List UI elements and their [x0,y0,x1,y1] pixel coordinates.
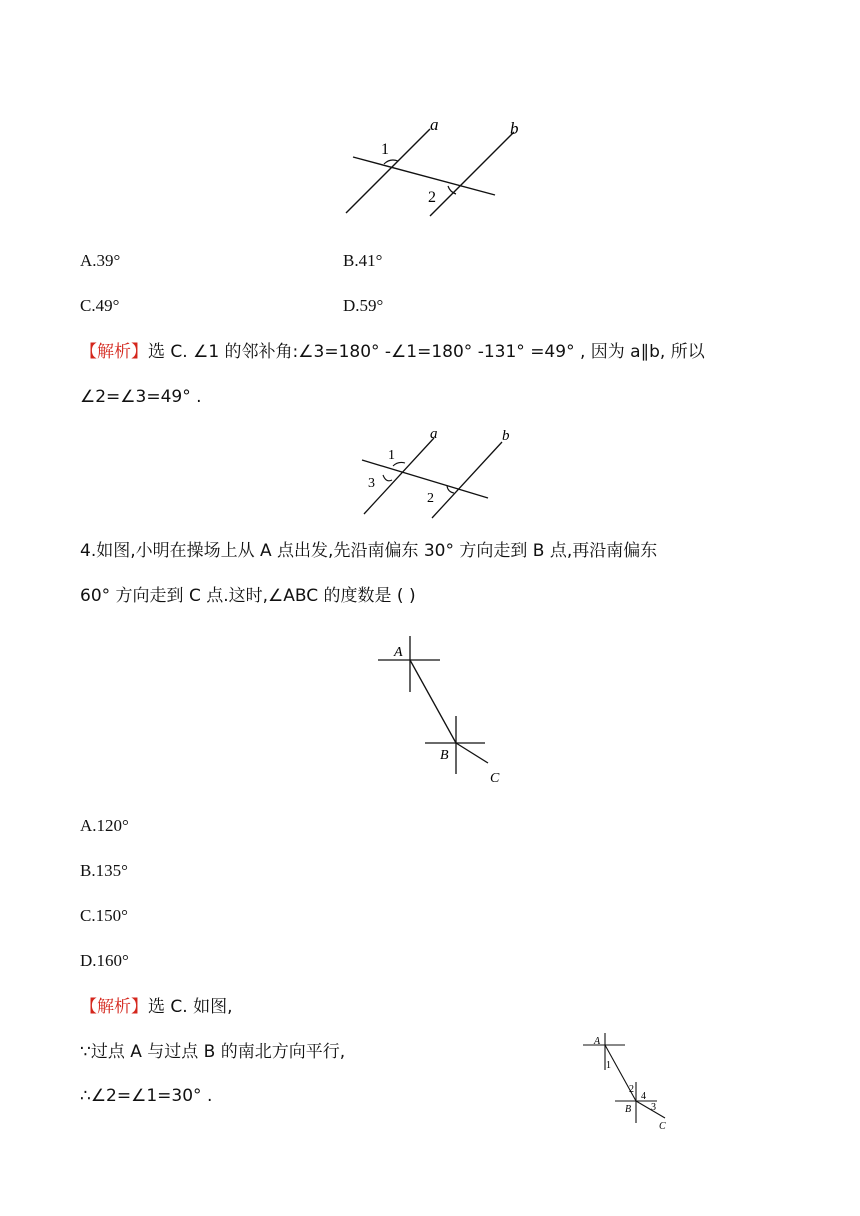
fig4-label-1: 1 [606,1060,611,1071]
fig1-label-b: b [510,119,519,138]
fig2-label-a: a [430,426,438,442]
q4-stem-line1: 4.如图,小明在操场上从 A 点出发,先沿南偏东 30° 方向走到 B 点,再沿南偏东 [80,541,658,561]
fig4-label-a: A [594,1036,601,1047]
q4-stem-line2: 60° 方向走到 C 点.这时,∠ABC 的度数是 ( ) [80,586,416,606]
fig2-label-b: b [502,428,510,444]
fig1-label-a: a [430,115,439,134]
q4-analysis-line1 [80,996,233,1018]
q3-option-a: A.39° [80,251,121,270]
fig4-label-3: 3 [651,1102,656,1113]
q3-analysis-line1 [80,341,705,363]
q3-option-d: D.59° [343,296,384,315]
q4-option-d: D.160° [80,951,129,970]
q4-analysis-line3: ∴∠2=∠1=30° . [80,1086,213,1106]
fig4-label-b: B [625,1104,632,1115]
fig4-label-2: 2 [629,1084,634,1095]
q4-analysis-line2: ∵过点 A 与过点 B 的南北方向平行, [80,1042,346,1062]
q3-analysis-line2: ∠2=∠3=49° . [80,387,202,407]
q4-analysis-text1: 选 C. 如图, [148,997,233,1017]
q4-option-b: B.135° [80,861,128,880]
fig2-label-2: 2 [427,491,434,506]
q3-option-c: C.49° [80,296,120,315]
q3-analysis-text1: 选 C. ∠1 的邻补角:∠3=180° -∠1=180° -131° =49° , 因为 a∥b, 所以 [148,342,705,362]
fig1-label-2: 2 [428,189,436,206]
fig2-label-1: 1 [388,448,395,463]
fig4-label-4: 4 [641,1091,646,1102]
q3-option-b: B.41° [343,251,383,270]
fig2-label-3: 3 [368,476,375,491]
figure-direction-2 [575,1030,675,1135]
fig1-label-1: 1 [381,141,389,158]
figure-parallel-lines-2 [350,422,550,522]
q4-option-a: A.120° [80,816,129,835]
fig4-label-c: C [659,1121,666,1132]
q4-option-c: C.150° [80,906,128,925]
fig3-label-a: A [394,645,403,660]
figure-parallel-lines-1 [330,110,540,230]
analysis-tag: 【解析】 [80,342,148,362]
analysis-tag: 【解析】 [80,997,148,1017]
fig3-label-c: C [490,771,500,786]
fig3-label-b: B [440,748,449,763]
figure-direction-1 [370,630,520,790]
